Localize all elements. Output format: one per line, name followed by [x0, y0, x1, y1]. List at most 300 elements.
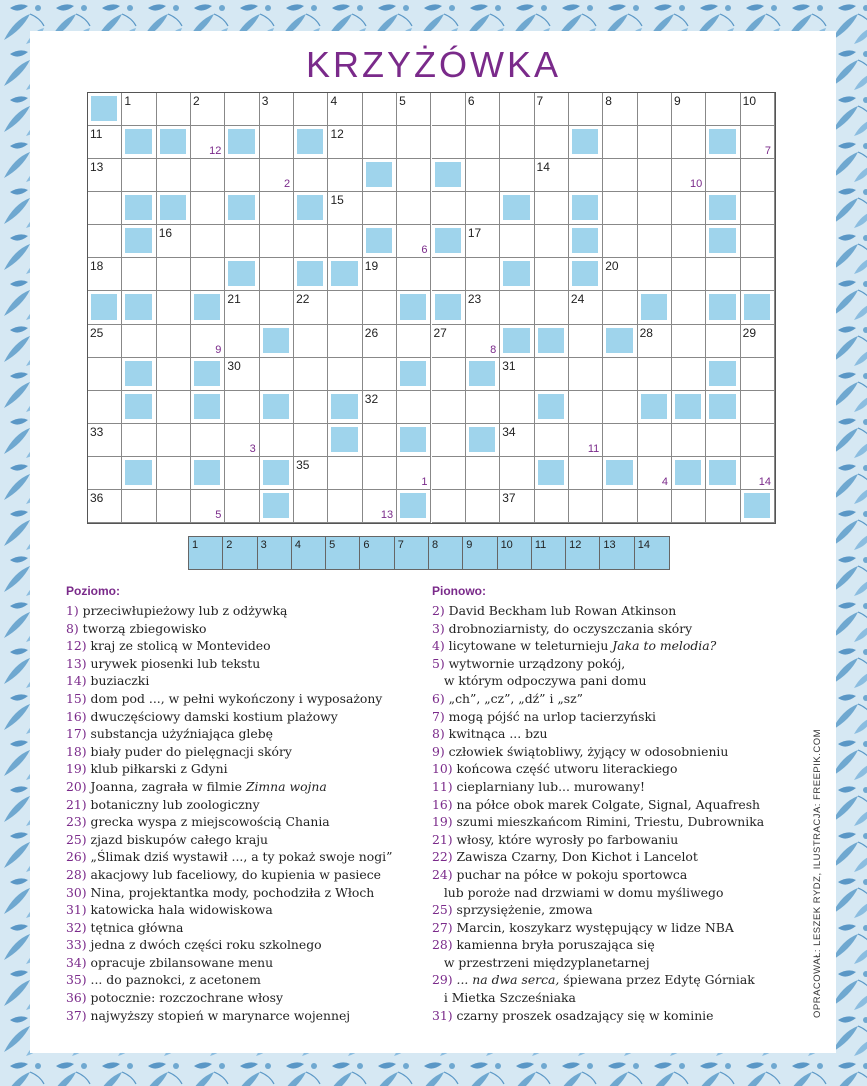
- solution-number: 7: [397, 539, 404, 551]
- grid-cell[interactable]: [88, 490, 122, 523]
- down-clues: [432, 584, 764, 1024]
- grid-cell[interactable]: [157, 391, 191, 424]
- clue-text: botaniczny lub zoologiczny: [90, 796, 260, 812]
- grid-cell[interactable]: [397, 159, 431, 192]
- credit-line: OPRACOWAŁ: LESZEK RYDZ, ILUSTRACJA: FREEPIK.COM: [812, 728, 823, 1018]
- grid-cell[interactable]: [603, 126, 637, 159]
- grid-cell[interactable]: [328, 159, 362, 192]
- clue: [66, 778, 392, 796]
- grid-block: [122, 126, 156, 159]
- grid-block: [294, 126, 328, 159]
- grid-cell[interactable]: [569, 490, 603, 523]
- grid-block: [294, 258, 328, 291]
- grid-cell[interactable]: [432, 258, 466, 291]
- solution-cell[interactable]: [292, 537, 326, 569]
- grid-cell[interactable]: [225, 225, 259, 258]
- cell-number: 1: [124, 94, 132, 108]
- grid-block: [500, 258, 534, 291]
- clue-text: Nina, projektantka mody, pochodziła z Włoch: [90, 884, 375, 900]
- grid-block: [466, 358, 500, 391]
- grid-cell[interactable]: [260, 424, 294, 457]
- crossword-grid: [87, 92, 776, 524]
- grid-cell[interactable]: [432, 424, 466, 457]
- grid-cell[interactable]: [157, 424, 191, 457]
- grid-cell[interactable]: [260, 93, 294, 126]
- clue: [66, 1007, 392, 1025]
- grid-cell[interactable]: [672, 424, 706, 457]
- grid-cell[interactable]: [500, 457, 534, 490]
- solution-number: 2: [226, 539, 233, 551]
- grid-block: [397, 358, 431, 391]
- grid-cell[interactable]: [603, 391, 637, 424]
- grid-cell[interactable]: [191, 325, 225, 358]
- grid-cell[interactable]: [500, 93, 534, 126]
- grid-cell[interactable]: [363, 457, 397, 490]
- grid-cell[interactable]: [157, 291, 191, 324]
- grid-cell[interactable]: [535, 159, 569, 192]
- grid-cell[interactable]: [638, 258, 672, 291]
- solution-number: 6: [363, 539, 370, 551]
- grid-block: [672, 457, 706, 490]
- grid-cell[interactable]: [260, 159, 294, 192]
- grid-cell[interactable]: [466, 291, 500, 324]
- grid-cell[interactable]: [294, 291, 328, 324]
- grid-cell[interactable]: [294, 490, 328, 523]
- grid-cell[interactable]: [363, 490, 397, 523]
- solution-cell[interactable]: [429, 537, 463, 569]
- solution-mark: 1: [421, 475, 428, 488]
- grid-cell[interactable]: [225, 291, 259, 324]
- grid-block: [706, 457, 740, 490]
- solution-cell[interactable]: [326, 537, 360, 569]
- grid-cell[interactable]: [157, 490, 191, 523]
- grid-cell[interactable]: [397, 457, 431, 490]
- grid-cell[interactable]: [88, 325, 122, 358]
- grid-cell[interactable]: [122, 159, 156, 192]
- grid-block: [432, 159, 466, 192]
- grid-cell[interactable]: [672, 358, 706, 391]
- grid-cell[interactable]: [569, 291, 603, 324]
- grid-block: [157, 192, 191, 225]
- grid-cell[interactable]: [741, 93, 775, 126]
- grid-cell[interactable]: [363, 358, 397, 391]
- grid-cell[interactable]: [466, 93, 500, 126]
- solution-mark: 6: [421, 244, 428, 257]
- solution-mark: 2: [283, 178, 291, 191]
- clue-number: 22): [432, 849, 457, 865]
- grid-cell[interactable]: [225, 424, 259, 457]
- clue-text: Marcin, koszykarz występujący w lidze NBA: [456, 919, 734, 935]
- grid-cell[interactable]: [466, 126, 500, 159]
- grid-cell[interactable]: [500, 225, 534, 258]
- grid-block: [88, 93, 122, 126]
- grid-cell[interactable]: [466, 490, 500, 523]
- grid-cell[interactable]: [88, 225, 122, 258]
- grid-cell[interactable]: [122, 93, 156, 126]
- grid-cell[interactable]: [88, 126, 122, 159]
- clue: [432, 919, 764, 937]
- clue: [66, 971, 392, 989]
- grid-cell[interactable]: [638, 93, 672, 126]
- grid-cell[interactable]: [706, 258, 740, 291]
- grid-cell[interactable]: [225, 391, 259, 424]
- clue-text: tętnica główna: [90, 919, 184, 935]
- grid-cell[interactable]: [157, 258, 191, 291]
- grid-cell[interactable]: [191, 126, 225, 159]
- grid-cell[interactable]: [397, 192, 431, 225]
- grid-cell[interactable]: [432, 93, 466, 126]
- grid-cell[interactable]: [363, 424, 397, 457]
- grid-cell[interactable]: [363, 291, 397, 324]
- clue: [66, 743, 392, 761]
- grid-cell[interactable]: [500, 424, 534, 457]
- grid-cell[interactable]: [466, 391, 500, 424]
- cell-number: 23: [467, 292, 482, 307]
- grid-cell[interactable]: [603, 291, 637, 324]
- grid-cell[interactable]: [88, 358, 122, 391]
- grid-cell[interactable]: [88, 159, 122, 192]
- cell-number: 25: [90, 325, 104, 340]
- grid-cell[interactable]: [466, 325, 500, 358]
- clue: [66, 796, 392, 814]
- clue: [432, 743, 764, 761]
- down-heading: Pionowo:: [432, 584, 486, 598]
- grid-cell[interactable]: [569, 325, 603, 358]
- grid-block: [603, 325, 637, 358]
- grid-block: [741, 291, 775, 324]
- grid-block: [569, 258, 603, 291]
- grid-cell[interactable]: [260, 291, 294, 324]
- grid-cell[interactable]: [500, 490, 534, 523]
- clue-text: opracuje zbilansowane menu: [90, 954, 274, 970]
- grid-cell[interactable]: [432, 325, 466, 358]
- grid-cell[interactable]: [569, 391, 603, 424]
- clue-text: drobnoziarnisty, do oczyszczania skóry: [448, 620, 693, 636]
- grid-block: [432, 291, 466, 324]
- grid-cell[interactable]: [603, 358, 637, 391]
- grid-cell[interactable]: [603, 225, 637, 258]
- clue-number: 8): [432, 726, 449, 742]
- clue-text: i Mietka Szcześniaka: [432, 990, 576, 1006]
- grid-cell[interactable]: [157, 159, 191, 192]
- grid-cell[interactable]: [157, 325, 191, 358]
- grid-cell[interactable]: [741, 325, 775, 358]
- grid-cell[interactable]: [569, 358, 603, 391]
- grid-cell[interactable]: [706, 159, 740, 192]
- grid-cell[interactable]: [294, 93, 328, 126]
- clue-number: 32): [66, 919, 91, 935]
- clue: [66, 848, 392, 866]
- grid-cell[interactable]: [672, 291, 706, 324]
- clue-text: „ch”, „cz”, „dź” i „sz”: [448, 690, 583, 706]
- grid-block: [363, 225, 397, 258]
- grid-cell[interactable]: [328, 291, 362, 324]
- solution-number: 9: [466, 539, 473, 551]
- grid-block: [328, 424, 362, 457]
- grid-cell[interactable]: [466, 225, 500, 258]
- solution-cell[interactable]: [498, 537, 532, 569]
- grid-cell[interactable]: [260, 358, 294, 391]
- grid-cell[interactable]: [706, 93, 740, 126]
- cell-number: 28: [639, 325, 653, 340]
- clue: [432, 989, 764, 1007]
- grid-cell[interactable]: [741, 159, 775, 192]
- grid-cell[interactable]: [397, 93, 431, 126]
- clue-text: w przestrzeni międzyplanetarnej: [432, 954, 650, 970]
- grid-cell[interactable]: [225, 325, 259, 358]
- grid-cell[interactable]: [157, 93, 191, 126]
- grid-cell[interactable]: [191, 225, 225, 258]
- grid-cell[interactable]: [569, 457, 603, 490]
- grid-cell[interactable]: [432, 457, 466, 490]
- grid-cell[interactable]: [603, 258, 637, 291]
- grid-cell[interactable]: [363, 126, 397, 159]
- grid-cell[interactable]: [672, 192, 706, 225]
- solution-number: 1: [192, 539, 199, 551]
- clue: [432, 954, 764, 972]
- grid-cell[interactable]: [363, 192, 397, 225]
- grid-block: [672, 391, 706, 424]
- grid-cell[interactable]: [397, 225, 431, 258]
- clue-number: 36): [66, 990, 91, 1006]
- grid-cell[interactable]: [638, 325, 672, 358]
- grid-cell[interactable]: [191, 159, 225, 192]
- grid-cell[interactable]: [397, 126, 431, 159]
- clue-text: jedna z dwóch części roku szkolnego: [90, 937, 322, 953]
- grid-cell[interactable]: [432, 126, 466, 159]
- grid-cell[interactable]: [191, 424, 225, 457]
- grid-cell[interactable]: [328, 490, 362, 523]
- cell-number: 6: [467, 94, 475, 108]
- grid-cell[interactable]: [706, 325, 740, 358]
- grid-cell[interactable]: [466, 457, 500, 490]
- grid-cell[interactable]: [672, 159, 706, 192]
- grid-cell[interactable]: [191, 93, 225, 126]
- clue-number: 8): [66, 620, 83, 636]
- grid-cell[interactable]: [741, 358, 775, 391]
- grid-cell[interactable]: [294, 424, 328, 457]
- grid-cell[interactable]: [603, 192, 637, 225]
- grid-cell[interactable]: [328, 358, 362, 391]
- grid-block: [466, 424, 500, 457]
- grid-cell[interactable]: [328, 325, 362, 358]
- grid-cell[interactable]: [741, 126, 775, 159]
- grid-cell[interactable]: [603, 93, 637, 126]
- solution-cell[interactable]: [189, 537, 223, 569]
- cell-number: 21: [227, 292, 241, 307]
- grid-cell[interactable]: [569, 159, 603, 192]
- grid-cell[interactable]: [500, 358, 534, 391]
- grid-cell[interactable]: [191, 192, 225, 225]
- clue-number: 19): [432, 814, 457, 830]
- clue: [432, 813, 764, 831]
- grid-cell[interactable]: [500, 391, 534, 424]
- solution-number: 8: [432, 539, 439, 551]
- grid-cell[interactable]: [260, 192, 294, 225]
- solution-cell[interactable]: [223, 537, 257, 569]
- grid-cell[interactable]: [603, 159, 637, 192]
- grid-cell[interactable]: [500, 291, 534, 324]
- grid-cell[interactable]: [535, 258, 569, 291]
- clue-number: 7): [432, 708, 449, 724]
- grid-cell[interactable]: [535, 192, 569, 225]
- clue-text: licytowane w teleturnieju: [448, 638, 613, 654]
- solution-mark: 5: [215, 508, 222, 521]
- clue-number: 1): [66, 603, 83, 618]
- grid-cell[interactable]: [294, 159, 328, 192]
- grid-cell[interactable]: [466, 159, 500, 192]
- grid-cell[interactable]: [157, 457, 191, 490]
- grid-cell[interactable]: [260, 126, 294, 159]
- solution-mark: 7: [764, 145, 771, 158]
- grid-cell[interactable]: [294, 325, 328, 358]
- grid-cell[interactable]: [225, 159, 259, 192]
- grid-cell[interactable]: [225, 93, 259, 126]
- grid-cell[interactable]: [638, 225, 672, 258]
- grid-cell[interactable]: [397, 391, 431, 424]
- clue: [432, 884, 764, 902]
- grid-cell[interactable]: [741, 225, 775, 258]
- grid-cell[interactable]: [672, 258, 706, 291]
- grid-cell[interactable]: [328, 126, 362, 159]
- grid-cell[interactable]: [741, 457, 775, 490]
- grid-cell[interactable]: [741, 258, 775, 291]
- grid-cell[interactable]: [88, 457, 122, 490]
- grid-cell[interactable]: [672, 325, 706, 358]
- clue-number: 35): [66, 972, 91, 988]
- grid-cell[interactable]: [88, 258, 122, 291]
- solution-cell[interactable]: [258, 537, 292, 569]
- solution-cell[interactable]: [635, 537, 669, 569]
- grid-cell[interactable]: [741, 391, 775, 424]
- grid-cell[interactable]: [122, 325, 156, 358]
- grid-cell[interactable]: [328, 225, 362, 258]
- grid-cell[interactable]: [466, 258, 500, 291]
- grid-cell[interactable]: [672, 93, 706, 126]
- grid-cell[interactable]: [397, 258, 431, 291]
- grid-cell[interactable]: [706, 490, 740, 523]
- grid-cell[interactable]: [432, 490, 466, 523]
- grid-cell[interactable]: [638, 126, 672, 159]
- grid-cell[interactable]: [225, 358, 259, 391]
- grid-cell[interactable]: [500, 159, 534, 192]
- grid-cell[interactable]: [225, 457, 259, 490]
- grid-cell[interactable]: [328, 192, 362, 225]
- grid-cell[interactable]: [603, 490, 637, 523]
- grid-cell[interactable]: [432, 192, 466, 225]
- grid-cell[interactable]: [638, 490, 672, 523]
- grid-cell[interactable]: [294, 225, 328, 258]
- grid-cell[interactable]: [363, 93, 397, 126]
- grid-block: [706, 391, 740, 424]
- grid-cell[interactable]: [88, 192, 122, 225]
- grid-cell[interactable]: [672, 225, 706, 258]
- solution-cell[interactable]: [360, 537, 394, 569]
- grid-cell[interactable]: [741, 424, 775, 457]
- grid-cell[interactable]: [638, 424, 672, 457]
- grid-cell[interactable]: [672, 126, 706, 159]
- grid-cell[interactable]: [191, 490, 225, 523]
- solution-cell[interactable]: [395, 537, 429, 569]
- clue-number: 25): [66, 831, 91, 847]
- grid-cell[interactable]: [466, 192, 500, 225]
- grid-cell[interactable]: [535, 225, 569, 258]
- grid-cell[interactable]: [294, 391, 328, 424]
- cell-number: 16: [158, 226, 173, 241]
- grid-cell[interactable]: [706, 424, 740, 457]
- clue: [432, 690, 764, 708]
- grid-cell[interactable]: [500, 126, 534, 159]
- clue-text: na półce obok marek Colgate, Signal, Aquafresh: [456, 796, 761, 812]
- grid-cell[interactable]: [328, 93, 362, 126]
- grid-cell[interactable]: [603, 424, 637, 457]
- grid-cell[interactable]: [638, 457, 672, 490]
- grid-cell[interactable]: [122, 424, 156, 457]
- grid-cell[interactable]: [432, 391, 466, 424]
- grid-cell[interactable]: [569, 424, 603, 457]
- grid-cell[interactable]: [535, 291, 569, 324]
- grid-cell[interactable]: [260, 225, 294, 258]
- grid-cell[interactable]: [741, 192, 775, 225]
- grid-cell[interactable]: [672, 490, 706, 523]
- grid-cell[interactable]: [363, 325, 397, 358]
- solution-cell[interactable]: [532, 537, 566, 569]
- grid-cell[interactable]: [122, 490, 156, 523]
- grid-cell[interactable]: [260, 258, 294, 291]
- grid-cell[interactable]: [638, 192, 672, 225]
- grid-cell[interactable]: [363, 391, 397, 424]
- grid-cell[interactable]: [638, 159, 672, 192]
- grid-block: [328, 391, 362, 424]
- grid-cell[interactable]: [535, 93, 569, 126]
- cell-number: 32: [364, 391, 379, 406]
- grid-cell[interactable]: [535, 126, 569, 159]
- solution-cell[interactable]: [463, 537, 497, 569]
- clue-text: kraj ze stolicą w Montevideo: [90, 638, 271, 654]
- clue-number: 4): [432, 638, 449, 654]
- grid-cell[interactable]: [122, 258, 156, 291]
- grid-cell[interactable]: [535, 490, 569, 523]
- clue-text: sprzysiężenie, zmowa: [456, 902, 593, 918]
- solution-cell[interactable]: [600, 537, 634, 569]
- clue-text: dom pod ..., w pełni wykończony i wyposażony: [90, 690, 383, 706]
- clue-text: ... do paznokci, z acetonem: [90, 972, 261, 988]
- grid-cell[interactable]: [535, 358, 569, 391]
- solution-mark: 8: [490, 343, 497, 356]
- clue: [432, 637, 764, 655]
- solution-cell[interactable]: [566, 537, 600, 569]
- grid-cell[interactable]: [88, 424, 122, 457]
- grid-cell[interactable]: [294, 358, 328, 391]
- grid-cell[interactable]: [88, 391, 122, 424]
- grid-cell[interactable]: [363, 258, 397, 291]
- clue: [432, 971, 764, 989]
- grid-cell[interactable]: [157, 358, 191, 391]
- grid-cell[interactable]: [191, 258, 225, 291]
- grid-cell[interactable]: [569, 93, 603, 126]
- grid-cell[interactable]: [225, 490, 259, 523]
- grid-cell[interactable]: [535, 424, 569, 457]
- grid-block: [122, 358, 156, 391]
- grid-cell[interactable]: [397, 325, 431, 358]
- clue-number: 16): [66, 708, 91, 724]
- grid-cell[interactable]: [638, 358, 672, 391]
- grid-cell[interactable]: [432, 358, 466, 391]
- grid-cell[interactable]: [328, 457, 362, 490]
- clue-number: 27): [432, 919, 457, 935]
- grid-cell[interactable]: [157, 225, 191, 258]
- grid-cell[interactable]: [294, 457, 328, 490]
